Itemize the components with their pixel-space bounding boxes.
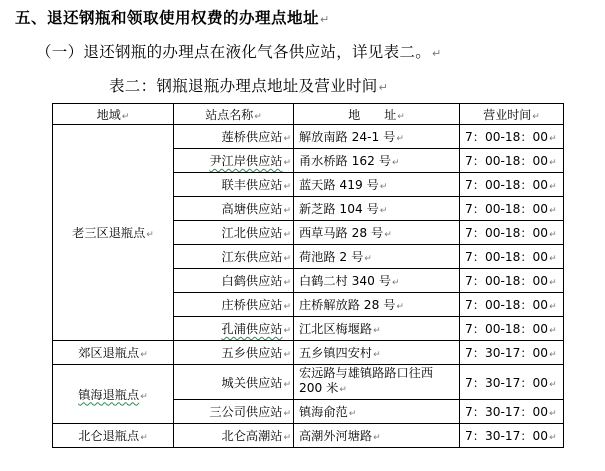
station-label: 尹江岸供应站 <box>209 154 283 168</box>
hours-cell <box>460 125 564 149</box>
area-label: 北仑退瓶点 <box>78 429 140 443</box>
paragraph-mark-icon: ↵ <box>432 47 442 60</box>
section-heading <box>15 6 330 28</box>
station-cell <box>174 365 294 400</box>
station-label: 白鹤供应站 <box>221 274 283 288</box>
subsection-heading <box>36 40 442 62</box>
paragraph-mark-icon: ↵ <box>140 391 148 402</box>
station-cell <box>174 317 294 341</box>
paragraph-mark-icon: ↵ <box>384 230 392 240</box>
header-area-label: 地域 <box>96 107 121 122</box>
address-cell <box>294 173 460 197</box>
address-label: 庄桥解放路 28 号 <box>299 298 396 312</box>
hours-label: 7：00-18：00 <box>465 274 549 288</box>
station-label: 孔浦供应站 <box>221 322 283 336</box>
hours-label: 7：00-18：00 <box>465 154 549 168</box>
paragraph-mark-icon: ↵ <box>549 158 557 168</box>
paragraph-mark-icon: ↵ <box>283 254 291 264</box>
station-cell <box>174 424 294 448</box>
hours-label: 7：30-17：00 <box>465 346 549 360</box>
header-address-label: 地 址 <box>348 107 397 122</box>
station-label: 城关供应站 <box>221 375 283 390</box>
paragraph-mark-icon: ↵ <box>379 182 388 192</box>
paragraph-mark-icon: ↵ <box>146 230 154 240</box>
address-label: 江北区梅堰路 <box>299 322 373 336</box>
header-area <box>53 104 174 125</box>
area-label: 镇海退瓶点 <box>78 387 140 402</box>
hours-label: 7：00-18：00 <box>465 130 549 144</box>
address-label: 镇海俞范 <box>299 405 348 419</box>
paragraph-mark-icon: ↵ <box>283 182 291 192</box>
hours-cell <box>460 424 564 448</box>
address-cell <box>294 149 460 173</box>
station-label: 联丰供应站 <box>221 178 283 192</box>
station-label: 高塘供应站 <box>221 202 283 216</box>
hours-cell <box>460 317 564 341</box>
paragraph-mark-icon: ↵ <box>283 278 291 288</box>
hours-label: 7：30-17：00 <box>465 429 549 443</box>
hours-label: 7：00-18：00 <box>465 298 549 312</box>
paragraph-mark-icon: ↵ <box>140 350 148 360</box>
address-cell <box>294 317 460 341</box>
paragraph-mark-icon: ↵ <box>283 350 291 360</box>
hours-cell <box>460 269 564 293</box>
hours-label: 7：30-17：00 <box>465 405 549 419</box>
paragraph-mark-icon: ↵ <box>283 379 291 390</box>
paragraph-mark-icon: ↵ <box>549 350 557 360</box>
paragraph-mark-icon: ↵ <box>549 230 557 240</box>
hours-cell <box>460 293 564 317</box>
table-caption <box>109 74 388 96</box>
station-cell <box>174 245 294 269</box>
station-cell <box>174 341 294 365</box>
header-station-label: 站点名称 <box>205 107 254 122</box>
paragraph-mark-icon: ↵ <box>283 158 291 168</box>
paragraph-mark-icon: ↵ <box>549 326 557 336</box>
paragraph-mark-icon: ↵ <box>549 278 557 288</box>
address-label: 解放南路 24-1 号 <box>299 130 396 144</box>
paragraph-mark-icon: ↵ <box>396 134 404 144</box>
address-label: 五乡镇四安村 <box>299 346 373 360</box>
address-cell <box>294 125 460 149</box>
hours-label: 7：00-18：00 <box>465 226 549 240</box>
address-cell <box>294 197 460 221</box>
area-label: 老三区退瓶点 <box>72 226 146 240</box>
header-station <box>174 104 294 125</box>
station-label: 江北供应站 <box>221 226 283 240</box>
station-label: 江东供应站 <box>221 250 283 264</box>
address-label: 白鹤二村 340 号 <box>299 274 391 288</box>
hours-label: 7：00-18：00 <box>465 178 549 192</box>
paragraph-mark-icon: ↵ <box>348 409 357 419</box>
hours-label: 7：30-17：00 <box>465 375 549 390</box>
address-label: 荷池路 2 号 <box>299 250 364 264</box>
table-row <box>53 424 564 448</box>
hours-cell <box>460 149 564 173</box>
table-caption-text: 表二：钢瓶退瓶办理点地址及营业时间 <box>109 77 378 95</box>
address-cell <box>294 221 460 245</box>
station-cell <box>174 197 294 221</box>
paragraph-mark-icon: ↵ <box>391 158 400 168</box>
paragraph-mark-icon: ↵ <box>254 111 262 122</box>
paragraph-mark-icon: ↵ <box>140 433 148 443</box>
station-cell <box>174 149 294 173</box>
address-label: 宏远路与雄镇路路口往西 200 米 <box>299 366 434 395</box>
paragraph-mark-icon: ↵ <box>283 134 291 144</box>
address-label: 甬水桥路 162 号 <box>299 154 391 168</box>
station-label: 莲桥供应站 <box>221 130 283 144</box>
paragraph-mark-icon: ↵ <box>549 433 557 443</box>
hours-label: 7：00-18：00 <box>465 202 549 216</box>
area-cell <box>53 341 174 365</box>
paragraph-mark-icon: ↵ <box>283 230 291 240</box>
address-label: 新芝路 104 号 <box>299 202 379 216</box>
paragraph-mark-icon: ↵ <box>339 385 347 395</box>
table-row <box>53 125 564 149</box>
address-label: 蓝天路 419 号 <box>299 178 379 192</box>
station-cell <box>174 173 294 197</box>
paragraph-mark-icon: ↵ <box>121 111 130 122</box>
address-cell <box>294 400 460 424</box>
paragraph-mark-icon: ↵ <box>549 182 557 192</box>
station-label: 三公司供应站 <box>209 405 283 419</box>
station-cell <box>174 293 294 317</box>
station-cell <box>174 221 294 245</box>
paragraph-mark-icon: ↵ <box>283 302 291 312</box>
header-address <box>294 104 460 125</box>
paragraph-mark-icon: ↵ <box>549 254 557 264</box>
paragraph-mark-icon: ↵ <box>549 379 557 390</box>
hours-label: 7：00-18：00 <box>465 322 549 336</box>
subsection-heading-text: （一）退还钢瓶的办理点在液化气各供应站，详见表二。 <box>36 43 432 61</box>
paragraph-mark-icon: ↵ <box>373 433 381 443</box>
header-hours <box>460 104 564 125</box>
station-label: 庄桥供应站 <box>221 298 283 312</box>
station-cell <box>174 125 294 149</box>
hours-cell <box>460 400 564 424</box>
paragraph-mark-icon: ↵ <box>283 206 291 216</box>
hours-cell <box>460 341 564 365</box>
address-label: 高潮外河塘路 <box>299 429 373 443</box>
address-cell <box>294 293 460 317</box>
header-hours-label: 营业时间 <box>483 107 532 122</box>
paragraph-mark-icon: ↵ <box>373 350 381 360</box>
paragraph-mark-icon: ↵ <box>378 81 389 94</box>
table-row <box>53 341 564 365</box>
paragraph-mark-icon: ↵ <box>283 326 291 336</box>
station-label: 五乡供应站 <box>221 346 283 360</box>
paragraph-mark-icon: ↵ <box>283 433 291 443</box>
paragraph-mark-icon: ↵ <box>549 409 557 419</box>
hours-cell <box>460 173 564 197</box>
paragraph-mark-icon: ↵ <box>373 326 381 336</box>
hours-cell <box>460 365 564 400</box>
address-label: 西草马路 28 号 <box>299 226 384 240</box>
paragraph-mark-icon: ↵ <box>396 302 404 312</box>
hours-label: 7：00-18：00 <box>465 250 549 264</box>
station-cell <box>174 400 294 424</box>
address-cell <box>294 341 460 365</box>
area-cell <box>53 424 174 448</box>
station-cell <box>174 269 294 293</box>
paragraph-mark-icon: ↵ <box>549 134 557 144</box>
section-heading-text: 五、退还钢瓶和领取使用权费的办理点地址 <box>15 9 320 27</box>
hours-cell <box>460 197 564 221</box>
paragraph-mark-icon: ↵ <box>549 206 557 216</box>
paragraph-mark-icon: ↵ <box>549 302 557 312</box>
paragraph-mark-icon: ↵ <box>532 111 540 122</box>
hours-cell <box>460 221 564 245</box>
area-label: 郊区退瓶点 <box>78 346 140 360</box>
paragraph-mark-icon: ↵ <box>397 111 405 122</box>
paragraph-mark-icon: ↵ <box>364 254 372 264</box>
area-cell <box>53 125 174 341</box>
address-cell <box>294 245 460 269</box>
table-header-row <box>53 104 564 125</box>
address-cell <box>294 365 460 400</box>
paragraph-mark-icon: ↵ <box>379 206 388 216</box>
area-cell <box>53 365 174 424</box>
station-table <box>52 103 564 448</box>
address-cell <box>294 424 460 448</box>
paragraph-mark-icon: ↵ <box>283 409 291 419</box>
paragraph-mark-icon: ↵ <box>391 278 400 288</box>
hours-cell <box>460 245 564 269</box>
address-cell <box>294 269 460 293</box>
table-row <box>53 365 564 400</box>
station-label: 北仑高潮站 <box>221 429 283 443</box>
paragraph-mark-icon: ↵ <box>320 13 330 26</box>
